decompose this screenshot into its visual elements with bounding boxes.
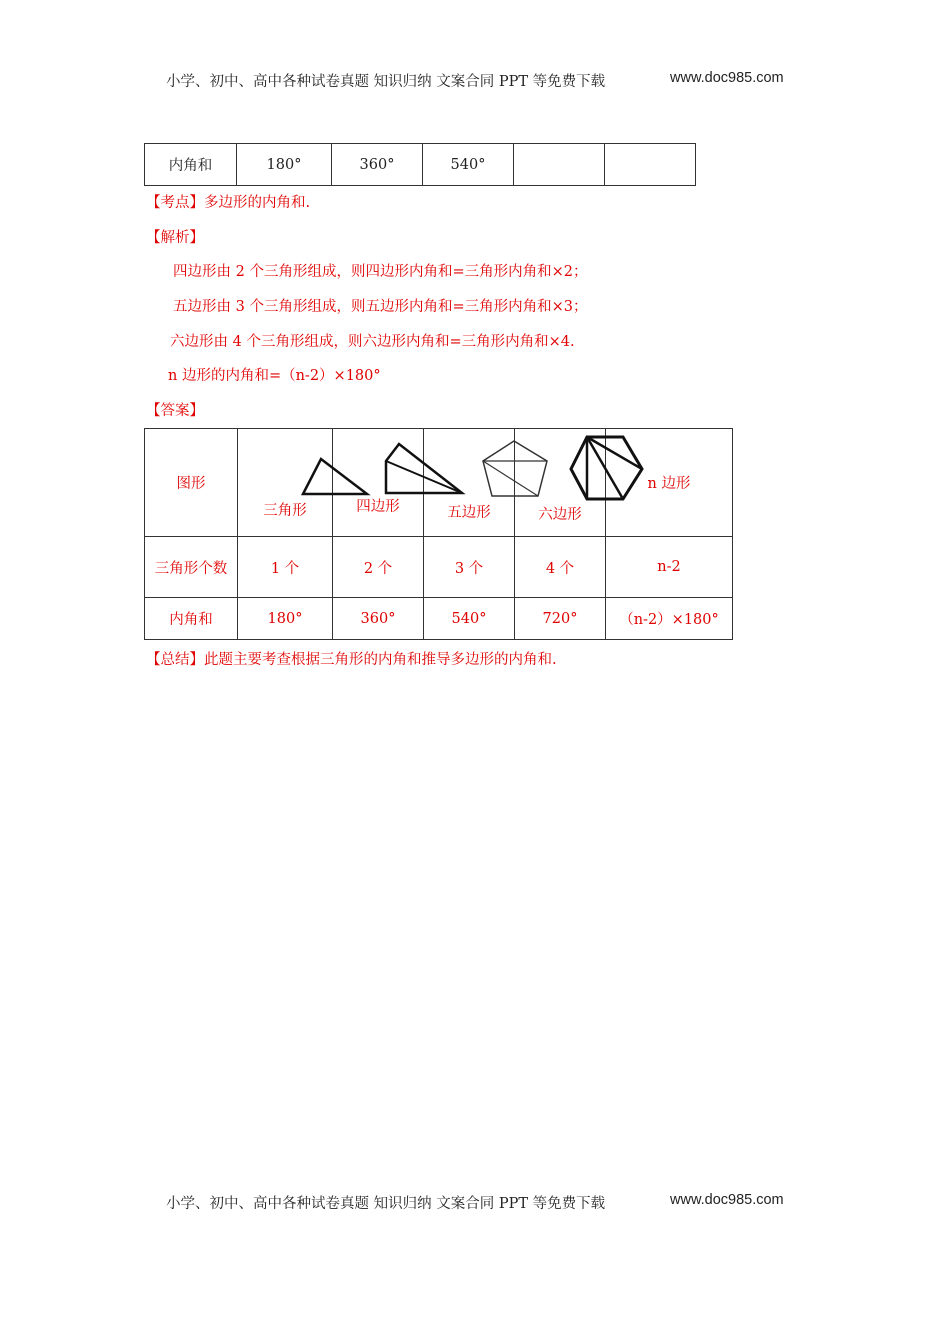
table-cell: n 边形 — [606, 429, 733, 537]
table-cell: 3 个 — [424, 537, 515, 598]
jiexi-line-3: 六边形由 4 个三角形组成，则六边形内角和=三角形内角和×4. — [170, 334, 575, 350]
table-cell — [514, 144, 605, 186]
table-cell: 1 个 — [238, 537, 333, 598]
shape-label: 六边形 — [538, 507, 582, 523]
footer-url[interactable]: www.doc985.com — [670, 1192, 784, 1208]
table-cell: 图形 — [145, 429, 238, 537]
jiexi-line-2: 五边形由 3 个三角形组成，则五边形内角和=三角形内角和×3； — [173, 299, 588, 315]
footer-text: 小学、初中、高中各种试卷真题 知识归纳 文案合同 PPT 等免费下载 — [166, 1196, 606, 1212]
table-cell: （n-2）×180° — [606, 598, 733, 640]
jiexi-tag: 【解析】 — [146, 230, 204, 246]
table-cell — [333, 429, 424, 537]
table-row — [145, 598, 733, 640]
jiexi-line-1: 四边形由 2 个三角形组成，则四边形内角和=三角形内角和×2； — [173, 264, 588, 280]
table-cell: 180° — [238, 598, 333, 640]
table-cell: 540° — [424, 598, 515, 640]
table-row — [145, 144, 696, 186]
zongjie-text: 此题主要考查根据三角形的内角和推导多边形的内角和. — [204, 652, 557, 668]
table-cell: 360° — [332, 144, 423, 186]
header-url[interactable]: www.doc985.com — [670, 70, 784, 86]
table-cell — [424, 429, 515, 537]
table-cell — [515, 429, 606, 537]
kaodian-line — [146, 191, 310, 212]
table-cell: 内角和 — [145, 144, 237, 186]
shape-label: 四边形 — [356, 499, 400, 515]
shape-label: 三角形 — [263, 503, 307, 519]
shape-label: 五边形 — [447, 505, 491, 521]
jiexi-line-4: n 边形的内角和=（n-2）×180° — [168, 368, 381, 384]
zongjie-tag: 【总结】 — [146, 652, 204, 668]
kaodian-text: 多边形的内角和. — [204, 195, 311, 211]
table-row — [145, 537, 733, 598]
kaodian-tag: 【考点】 — [146, 195, 204, 211]
table-cell: 720° — [515, 598, 606, 640]
table-cell: 4 个 — [515, 537, 606, 598]
answer-table — [144, 428, 733, 640]
daan-tag: 【答案】 — [146, 403, 204, 419]
table-row — [145, 429, 733, 537]
table-cell: 三角形个数 — [145, 537, 238, 598]
table-cell: 180° — [237, 144, 332, 186]
zongjie-line — [146, 648, 557, 669]
interior-angle-table-top — [144, 143, 696, 186]
header-text: 小学、初中、高中各种试卷真题 知识归纳 文案合同 PPT 等免费下载 — [166, 74, 606, 90]
table-cell: 360° — [333, 598, 424, 640]
table-cell — [238, 429, 333, 537]
table-cell: 540° — [423, 144, 514, 186]
table-cell: 内角和 — [145, 598, 238, 640]
table-cell — [605, 144, 696, 186]
table-cell: n-2 — [606, 537, 733, 598]
table-cell: 2 个 — [333, 537, 424, 598]
